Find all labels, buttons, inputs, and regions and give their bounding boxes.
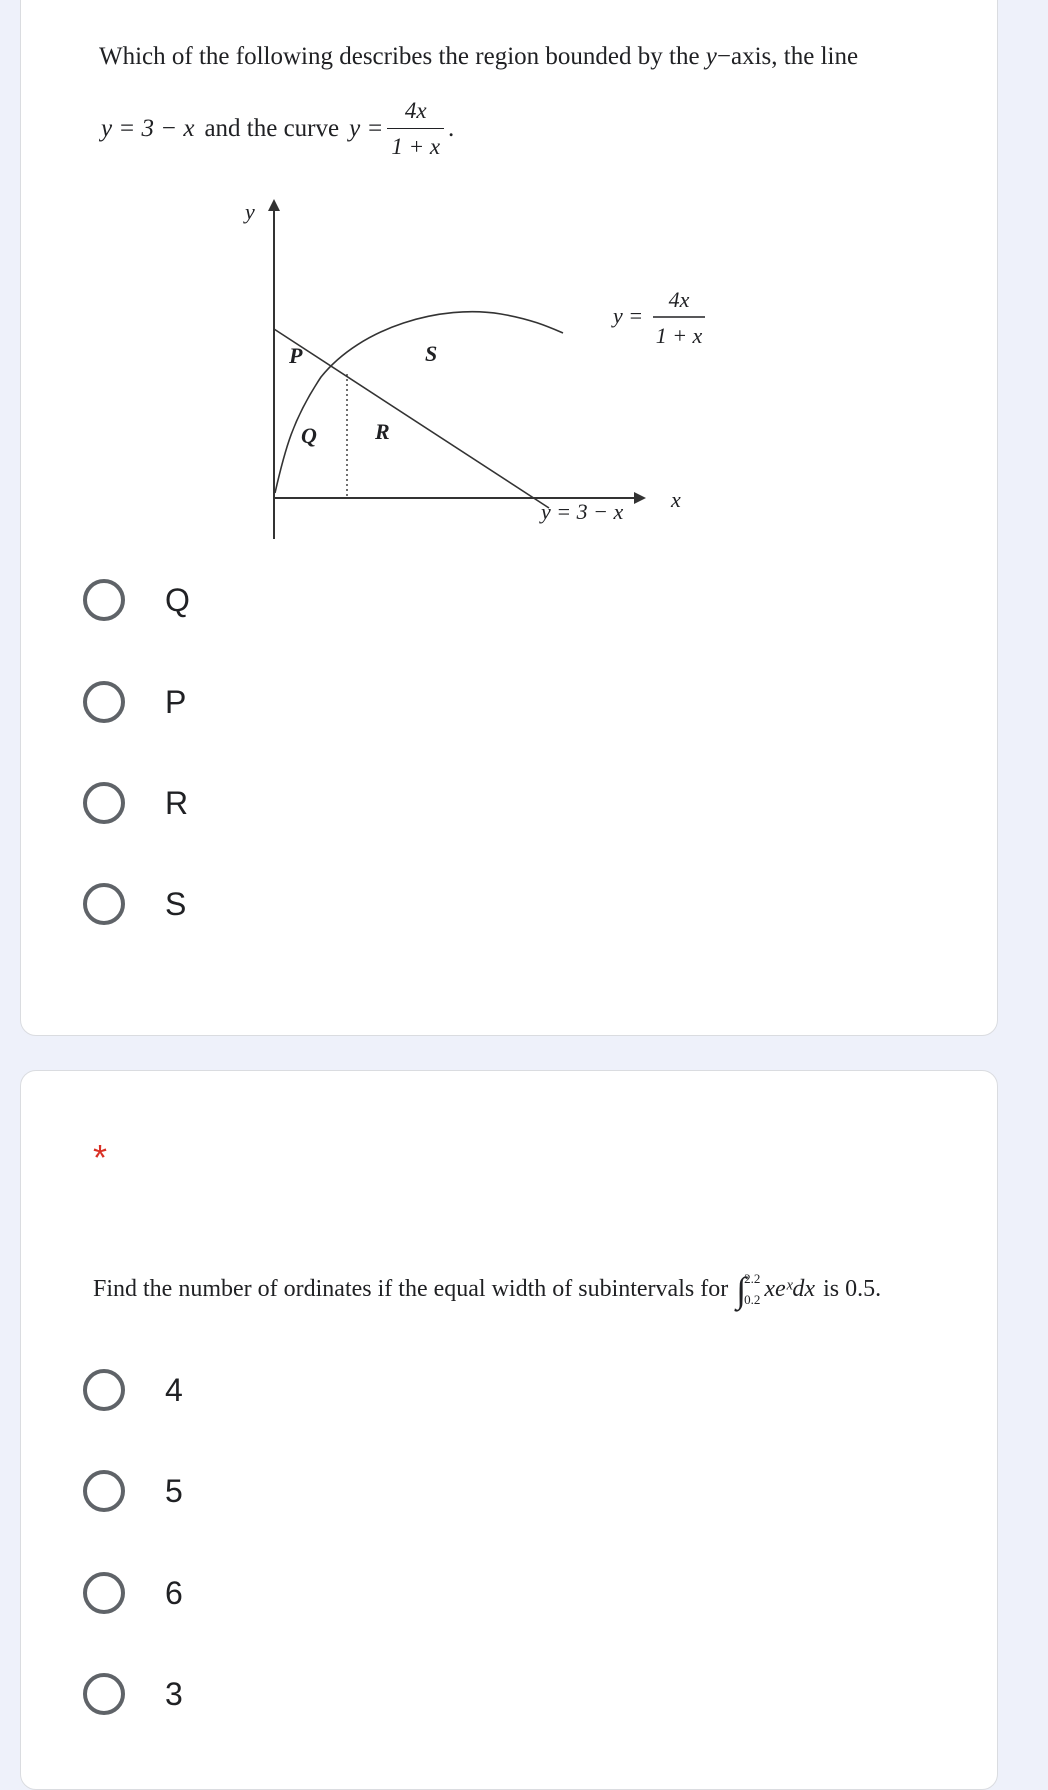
radio-button[interactable] [83,1369,125,1411]
integral-limits [744,1269,760,1311]
curve-fraction [387,99,444,158]
question-1-line-2 [101,99,454,158]
question-1-var: y [705,43,717,70]
option-q1-0[interactable] [83,579,190,621]
curve-numerator: 4x [404,98,427,123]
option-q1-3[interactable] [83,883,186,925]
region-label-s: S [425,341,438,366]
question-card-2 [20,1070,998,1790]
option-label: Q [165,581,190,618]
option-q1-2[interactable] [83,782,188,824]
region-label-r: R [375,419,390,444]
option-label: 3 [165,1675,183,1712]
integral-expression [736,1269,815,1311]
option-q1-1[interactable] [83,681,186,723]
integral-sign-icon: ∫ [736,1269,747,1310]
question-2-text-after: is 0.5. [823,1276,882,1303]
question-1-text: Which of the following describes the region bounded by the [99,43,700,70]
curve-label-lhs: y = [613,303,644,328]
radio-button[interactable] [83,782,125,824]
question-1-period: . [448,114,455,142]
question-2-text-before: Find the number of ordinates if the equal width of subintervals for [93,1276,729,1303]
option-label: 5 [165,1472,183,1509]
region-label-q: Q [301,423,317,448]
line-label: y = 3 − x [541,499,624,524]
region-graph [201,199,721,539]
question-1-mid-text: and the curve [204,114,340,142]
integrand: xeˣdx [764,1276,816,1303]
question-card-1 [20,0,998,1036]
question-2-text [93,1269,881,1311]
radio-button[interactable] [83,1572,125,1614]
radio-button[interactable] [83,883,125,925]
radio-button[interactable] [83,681,125,723]
integral-upper-limit: 2.2 [744,1271,761,1286]
option-label: 4 [165,1371,183,1408]
question-1-text-rest: −axis, the line [716,43,859,70]
option-q2-0[interactable] [83,1369,183,1411]
option-q2-1[interactable] [83,1470,183,1512]
question-1-line-1 [99,43,858,71]
curve-label-denominator: 1 + x [655,323,703,348]
radio-button[interactable] [83,1470,125,1512]
option-label: P [165,683,187,720]
region-label-p: P [289,343,303,368]
option-label: S [165,885,187,922]
y-axis-label: y [245,199,255,224]
option-label: 6 [165,1574,183,1611]
radio-button[interactable] [83,1673,125,1715]
required-asterisk: * [93,1137,108,1178]
option-q2-3[interactable] [83,1673,183,1715]
x-axis-label: x [671,487,681,512]
line-y-3-minus-x [274,329,549,508]
line-equation: y = 3 − x [101,114,195,142]
curve-4x-over-1-plus-x [275,312,563,493]
curve-label-numerator: 4x [668,287,690,312]
option-q2-2[interactable] [83,1572,183,1614]
integral-lower-limit: 0.2 [744,1291,761,1307]
option-label: R [165,784,189,821]
radio-button[interactable] [83,579,125,621]
curve-denominator: 1 + x [387,128,444,158]
x-axis-arrow-icon [634,492,646,504]
y-axis-arrow-icon [268,199,280,211]
curve-lhs: y = [349,114,384,142]
